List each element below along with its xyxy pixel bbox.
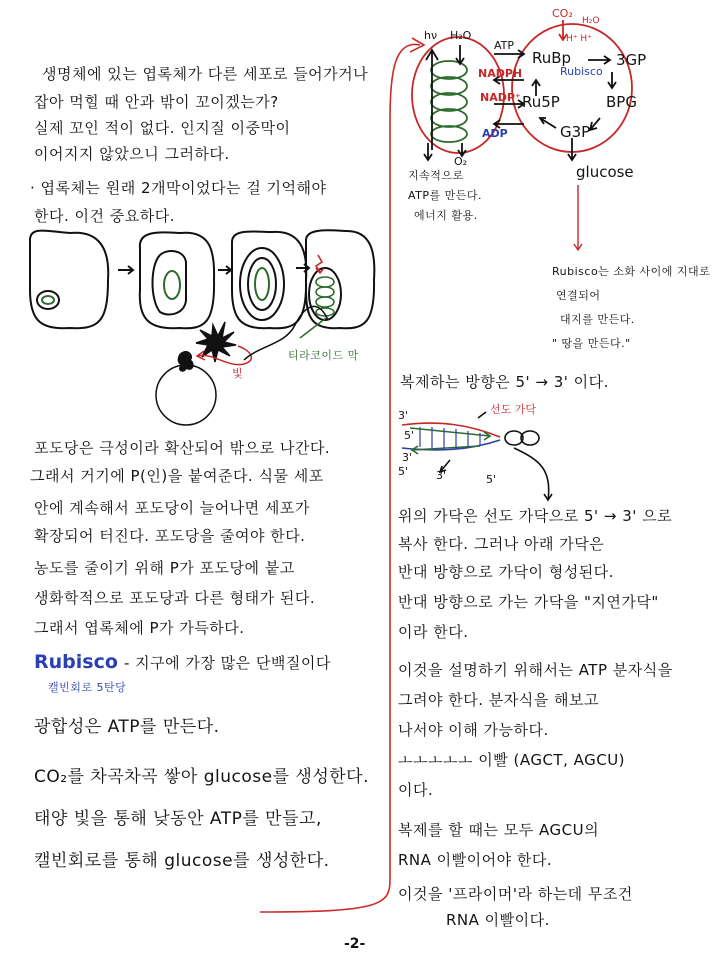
fork-end-label: 5' [486, 473, 497, 486]
note-line: 반대 방향으로 가닥이 형성된다. [398, 563, 614, 581]
arrow-3 [296, 264, 309, 272]
replication-fork-diagram [402, 412, 552, 500]
note-line: 위의 가닥은 선도 가닥으로 5' → 3' 으로 [398, 507, 673, 525]
hplus-label: H⁺ H⁺ [566, 34, 592, 44]
note-line: 복제를 할 때는 모두 AGCU의 [398, 821, 600, 839]
rubisco-note: 연결되어 [556, 289, 601, 302]
nadph-label: NADPH [478, 67, 523, 80]
arrow-1 [118, 266, 133, 274]
note-line: 광합성은 ATP를 만든다. [34, 717, 220, 737]
note-line: 이다. [398, 781, 434, 799]
rubisco-desc: - 지구에 가장 많은 단백질이다 [124, 654, 331, 672]
ru5p-label: Ru5P [522, 93, 560, 111]
diagram-note: 지속적으로 [408, 169, 464, 182]
note-line: 농도를 줄이기 위해 P가 포도당에 붙고 [34, 559, 295, 577]
fork-end-label: 5' [404, 429, 415, 442]
note-line: 그려야 한다. 분자식을 해보고 [398, 691, 599, 709]
note-line: 태양 빛을 통해 낮동안 ATP를 만들고, [34, 809, 322, 829]
atp-label: ATP [494, 39, 515, 52]
hv-label: hν [424, 29, 438, 42]
note-line: RNA 이빨이다. [446, 911, 550, 929]
rubisco-enzyme-label: Rubisco [560, 65, 603, 78]
fork-label: 선도 가닥 [490, 403, 537, 416]
note-line: 이어지지 않았으니 그러하다. [34, 145, 230, 163]
rubisco-sub: 캘빈회로 5탄당 [48, 681, 127, 694]
note-line: 이것을 '프라이머'라 하는데 무조건 [398, 885, 633, 903]
adp-label: ADP [482, 127, 508, 140]
cell-1 [30, 231, 108, 329]
rubisco-note: Rubisco는 소화 사이에 지대로 [552, 265, 711, 278]
light-label: 빛 [232, 367, 244, 380]
cell-1-organelle [37, 291, 59, 309]
co2-label: CO₂ [552, 7, 573, 20]
bpg-label: BPG [606, 93, 637, 111]
nadp-label: NADP⁺ [480, 91, 521, 104]
note-line: 반대 방향으로 가는 가닥을 "지연가닥" [398, 593, 659, 611]
pga-label: 3GP [616, 51, 647, 69]
receiving-cell [156, 365, 216, 425]
note-line: 확장되어 터진다. 포도당을 줄여야 한다. [34, 527, 306, 545]
fork-end-label: 3' [436, 469, 447, 482]
note-line: 잡아 먹힐 때 안과 밖이 꼬이겠는가? [34, 93, 279, 111]
rubisco-note: " 땅을 만든다." [552, 337, 631, 350]
g3p-label: G3P [560, 123, 591, 141]
note-line: 복사 한다. 그러나 아래 가닥은 [398, 535, 605, 553]
note-line: 생명체에 있는 엽록체가 다른 세포로 들어가거나 [42, 65, 369, 83]
endosymbiosis-diagram [30, 230, 374, 328]
thylakoid-label: 티라코이드 막 [288, 349, 359, 362]
note-line: 그래서 엽록체에 P가 가득하다. [34, 619, 245, 637]
rubisco-note: 대지를 만든다. [560, 313, 635, 326]
rubisco-title: Rubisco [34, 651, 118, 673]
note-line: 이라 한다. [398, 623, 469, 641]
note-line: 포도당은 극성이라 확산되어 밖으로 나간다. [34, 439, 331, 457]
note-bullet: · 엽록체는 원래 2개막이었다는 걸 기억해야 [30, 179, 327, 197]
note-line: 생화학적으로 포도당과 다른 형태가 된다. [34, 589, 316, 607]
diagram-note: ATP를 만든다. [408, 189, 483, 202]
note-line: 안에 계속해서 포도당이 늘어나면 세포가 [34, 499, 310, 517]
note-line: 나서야 이해 가능하다. [398, 721, 549, 739]
note-line: 복제하는 방향은 5' → 3' 이다. [400, 373, 609, 391]
cell-2-invagination [153, 251, 187, 315]
note-line: 실제 꼬인 적이 없다. 인지질 이중막이 [34, 119, 291, 137]
note-line: 캘빈회로를 통해 glucose를 생성한다. [34, 851, 330, 871]
fork-end-label: 5' [398, 465, 409, 478]
diagram-note: 에너지 활용. [414, 209, 478, 222]
note-line: CO₂를 차곡차곡 쌓아 glucose를 생성한다. [34, 767, 370, 787]
organism-icon [178, 352, 193, 371]
h2o-top-label: H₂O [582, 16, 600, 26]
fork-end-label: 3' [402, 451, 413, 464]
note-line: 이것을 설명하기 위해서는 ATP 분자식을 [398, 661, 673, 679]
glucose-label: glucose [576, 163, 634, 181]
rubp-label: RuBp [532, 49, 572, 67]
arrow-2 [218, 266, 231, 274]
note-line: 한다. 이건 중요하다. [34, 207, 175, 225]
h2o-label: H₂O [450, 29, 472, 42]
note-line: ㅗㅗㅗㅗㅗ 이빨 (AGCT, AGCU) [398, 751, 626, 769]
page-number: -2- [344, 936, 366, 952]
note-line: 그래서 거기에 P(인)을 붙여준다. 식물 세포 [30, 467, 324, 485]
note-line: RNA 이빨이어야 한다. [398, 851, 553, 869]
o2-label: O₂ [454, 155, 468, 168]
sun-diagram [156, 306, 328, 425]
fork-end-label: 3' [398, 409, 409, 422]
